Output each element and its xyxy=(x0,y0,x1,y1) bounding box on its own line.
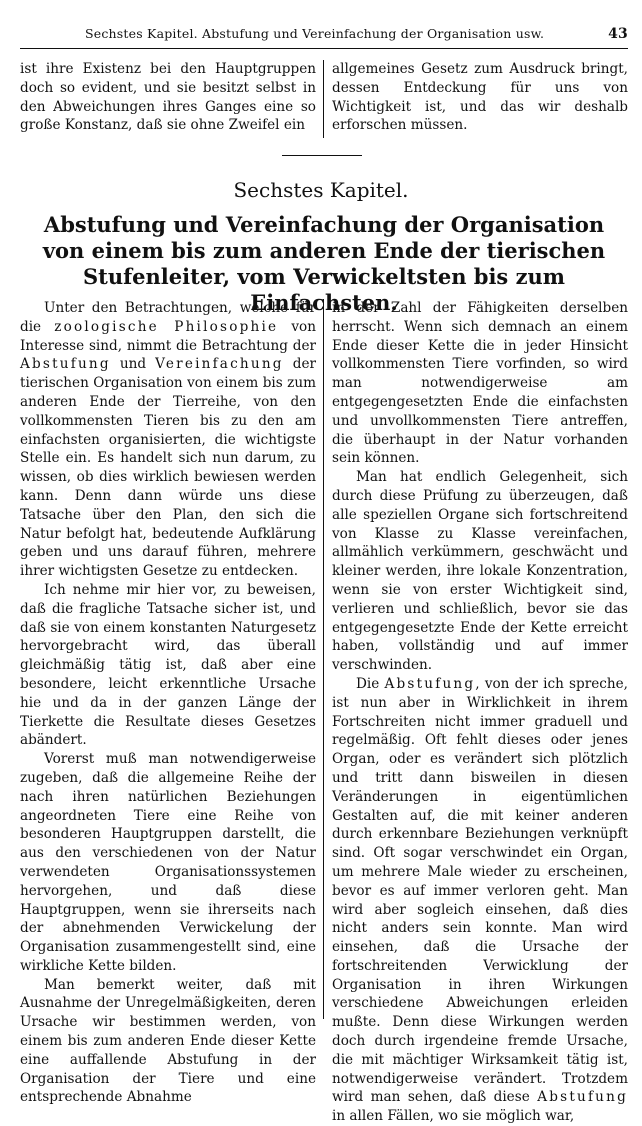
paragraph: Man hat endlich Gelegenheit, sich durch diese Prüfung zu überzeugen, daß alle speziellen Organe sich fortschreitend von Klasse zu Klasse vereinfachen, allmählich verkümmern, geschwächt und kleiner werden, ihre lokale Konzentration, wenn sie von erster Wichtigkeit sind, verlieren und schließlich, bevor sie das entgegengesetzte Ende der Kette erreicht haben, vollständig und auf immer verschwinden. xyxy=(332,469,628,674)
text-run: Die xyxy=(356,675,385,692)
emphasis-text: Abstufung xyxy=(20,356,111,373)
paragraph: Ich nehme mir hier vor, zu beweisen, daß die fragliche Tatsache sicher ist, und daß sie von einem konstanten Naturgesetz hervorgebracht wird, das überall gleichmäßig tätig ist, daß aber eine besondere, leicht erkenntliche Ursache hie und da in der ganzen Länge der Tierkette die Resultate dieses Gesetzes abändert. xyxy=(20,581,316,749)
carryover-left-column: ist ihre Existenz bei den Hauptgruppen doch so evident, und sie besitzt selbst in den Abweichungen ihres Ganges eine so große Konstanz, daß sie ohne Zweifel ein xyxy=(20,61,316,134)
main-columns xyxy=(20,299,628,1125)
running-title: Sechstes Kapitel. Abstufung und Vereinfachung der Organisation usw. xyxy=(85,26,545,41)
left-column xyxy=(20,299,316,1107)
text-run: in allen Fällen, wo sie möglich war, xyxy=(332,1108,575,1125)
text-run: von Interesse sind, nimmt die Betrachtung der xyxy=(20,318,316,354)
paragraph: Vorerst muß man notwendigerweise zugeben, daß die allgemeine Reihe der nach ihren natürlichen Beziehungen angeordneten Tiere eine Reihe von besonderen Hauptgruppen darstellt, die aus den verschiedenen von der Natur verwendeten Organisationssystemen hervorgehen, und daß diese Hauptgruppen, wenn sie ihrerseits nach der abnehmenden Verwickelung der Organisation zusammengestellt sind, eine wirkliche Kette bilden. xyxy=(20,751,316,974)
column-divider xyxy=(323,299,324,1019)
text-run: und xyxy=(110,356,156,373)
paragraph: Man bemerkt weiter, daß mit Ausnahme der Unregelmäßigkeiten, deren Ursache wir bestimmen werden, von einem bis zum anderen Ende dieser Kette eine auffallende Abstufung in der Organisation der Tiere und eine entsprechende Abnahme xyxy=(20,976,316,1106)
paragraph: in der Zahl der Fähigkeiten derselben herrscht. Wenn sich demnach an einem Ende dieser Kette die in jeder Hinsicht vollkommensten Tiere vorfinden, so wird man notwendigerweise am entgegengesetzten Ende die einfachsten und unvollkommensten Tiere antreffen, die überhaupt in der Natur vorhanden sein können. xyxy=(332,300,628,467)
text-run: Unter den Betrachtungen, welche für die xyxy=(20,300,316,335)
emphasis-text: zoologische Philosophie xyxy=(54,318,279,335)
paragraph xyxy=(20,299,316,581)
page-number: 43 xyxy=(608,26,628,42)
chapter-title: Abstufung und Vereinfachung der Organisation von einem bis zum anderen Ende der tierischen Stufenleiter, vom Verwickeltsten bis zum Einfachsten. xyxy=(42,212,606,315)
chapter-label: Sechstes Kapitel. xyxy=(233,178,409,202)
text-run: , von der ich spreche, ist nun aber in Wirklichkeit in ihrem Fortschreiten nicht immer graduell und regelmäßig. Oft fehlt dieses oder jenes Organ, oder es verändert sich plötzlich und tritt dann bisweilen in diesen Veränderungen in eigentümlichen Gestalten auf, die mit keiner anderen durch erkennbare Beziehungen verknüpft sind. Oft sogar verschwindet ein Organ, um mehrere Male wieder zu erscheinen, bevor es auf immer verloren geht. Man wird aber sogleich einsehen, daß dies nicht anders sein konnte. Man wird einsehen, daß die Ursache der fortschreitenden Verwicklung der Organisation in ihren Wirkungen verschiedene Abweichungen erleiden mußte. Denn diese Wirkungen werden doch durch irgendeine fremde Ursache, die mit mächtiger Wirksamkeit tätig ist, notwendigerweise verändert. Trotzdem wird man sehen, daß diese xyxy=(332,675,628,1106)
carryover-right-column: allgemeines Gesetz zum Ausdruck bringt, dessen Entdeckung für uns von Wichtigkeit ist, und das wir deshalb erforschen müssen. xyxy=(332,61,628,134)
right-column xyxy=(332,299,628,1126)
emphasis-text: Vereinfachung xyxy=(155,356,284,373)
text-run: der tierischen Organisation von einem bis zum anderen Ende der Tierreihe, von den vollkommensten Tieren bis zu den am einfachsten organisierten, die wichtigste Stelle ein. Es handelt sich nun darum, zu wissen, ob dies wirklich bewiesen werden kann. Denn dann würde uns diese Tatsache über den Plan, den sich die Natur befolgt hat, bedeutende Aufklärung geben und uns darauf führen, mehrere ihrer wichtigsten Gesetze zu entdecken. xyxy=(20,356,316,580)
emphasis-text: Abstufung xyxy=(537,1089,628,1106)
column-divider xyxy=(323,60,324,138)
carryover-columns xyxy=(20,60,628,138)
emphasis-text: Abstufung xyxy=(384,675,476,692)
section-separator xyxy=(282,155,362,156)
header-rule xyxy=(20,48,628,49)
paragraph xyxy=(332,675,628,1126)
